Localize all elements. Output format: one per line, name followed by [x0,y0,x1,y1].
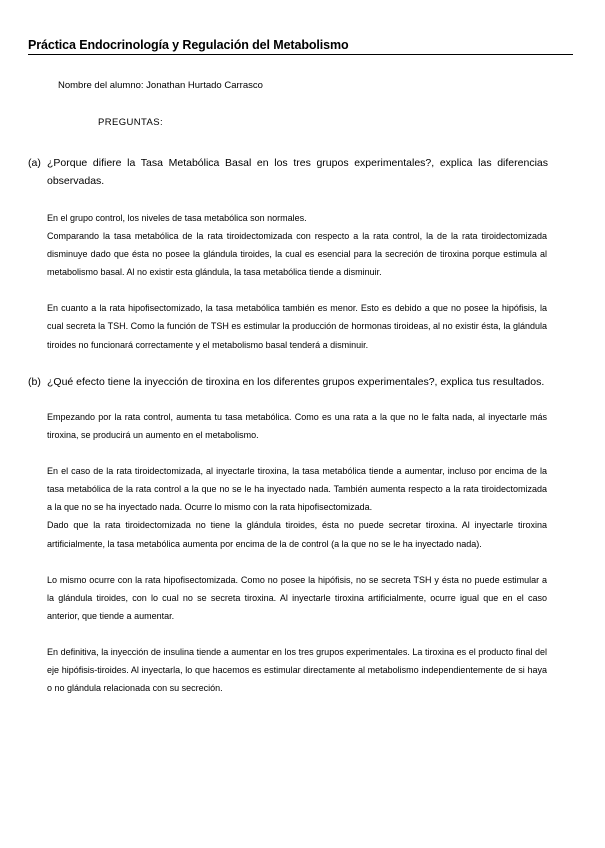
answer-b-paragraph-1: Empezando por la rata control, aumenta tu tasa metabólica. Como es una rata a la que no le falta nada, al inyectarle más tiroxina, se producirá un aumento en el metabolismo. [47,412,547,441]
question-a-text: ¿Porque difiere la Tasa Metabólica Basal en los tres grupos experimentales?, explica las diferencias observadas. [47,157,548,187]
answer-b-paragraph-3: Dado que la rata tiroidectomizada no tiene la glándula tiroides, ésta no puede secretar tiroxina. Al inyectarle tiroxina artificialmente, la tasa metabólica aumenta por encima de la de control (a la que no se le ha inyectado nada). [47,520,547,549]
answer-a-paragraph-2: Comparando la tasa metabólica de la rata tiroidectomizada con respecto a la rata control, la de la rata tiroidectomizada disminuye dado que ésta no posee la glándula tiroides, la cual es esencial para la secreción de tiroxina porque estimula al metabolismo basal. Al no existir esta glándula, la tasa metabólica tiende a disminuir. [47,231,547,278]
question-b-text: ¿Qué efecto tiene la inyección de tiroxina en los diferentes grupos experimentales?, explica tus resultados. [47,376,545,388]
answer-a-paragraph-3: En cuanto a la rata hipofisectomizado, la tasa metabólica también es menor. Esto es debido a que no posee la hipófisis, la cual secreta la TSH. Como la función de TSH es estimular la producción de hormonas tiroideas, al no existir ésta, la glándula tiroides no funcionará correctamente y el metabolismo basal tenderá a disminuir. [47,303,547,350]
question-b-label: (b) [28,376,41,388]
student-name-line: Nombre del alumno: Jonathan Hurtado Carrasco [58,80,263,91]
answer-a-paragraph-1: En el grupo control, los niveles de tasa metabólica son normales. [47,213,307,223]
question-a [28,154,548,190]
section-heading: PREGUNTAS: [98,117,164,128]
answer-b-paragraph-4: Lo mismo ocurre con la rata hipofisectomizada. Como no posee la hipófisis, no se secreta TSH y ésta no puede estimular a la glándula tiroides, con lo cual no se secreta tiroxina. Al inyectarle tiroxina artificialmente, ocurre igual que en el caso anterior, que tiende a aumentar. [47,574,547,621]
answer-b-paragraph-5: En definitiva, la inyección de insulina tiende a aumentar en los tres grupos experimentales. La tiroxina es el producto final del eje hipófisis-tiroides. Al inyectarla, lo que hacemos es estimular directamente al metabolismo independientemente de si haya o no glándula relacionada con su secreción. [47,646,547,694]
question-a-label: (a) [28,157,41,169]
document-title: Práctica Endocrinología y Regulación del Metabolismo [28,38,573,55]
question-b [28,373,548,391]
answer-a [47,209,547,354]
answer-b [47,408,547,697]
answer-b-paragraph-2: En el caso de la rata tiroidectomizada, al inyectarle tiroxina, la tasa metabólica tiende a aumentar, incluso por encima de la tasa metabólica de la rata control a la que no se le ha inyectado nada. También aumenta respecto a la rata tiroidectomizada a la que no se ha inyectado nada. Ocurre lo mismo con la rata hipofisectomizada. [47,466,547,513]
